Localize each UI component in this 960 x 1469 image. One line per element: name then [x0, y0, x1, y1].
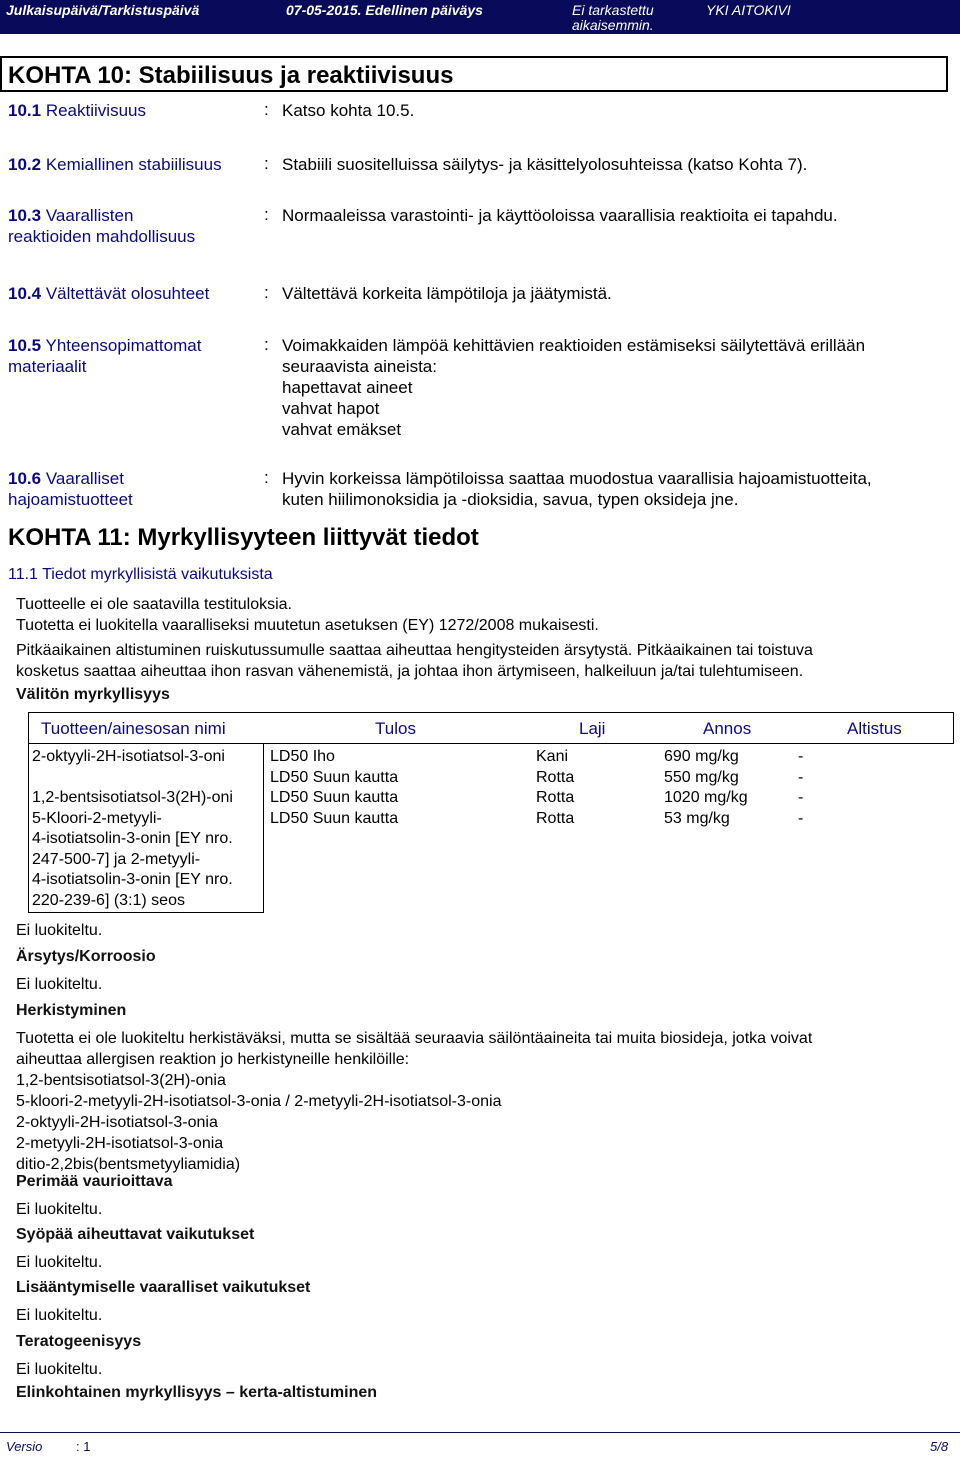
long-term-text: Pitkäaikainen altistuminen ruiskutussumulle saattaa aiheuttaa hengitysteiden ärsytystä. Pitkäaikainen tai toistuva kosketus saattaa aiheuttaa ihon rasvan vähenemistä, ja johtaa ihon ärtymiseen, halkeiluun ja/tai tulehtumiseen. [16, 642, 813, 680]
item-label: 10.2 Kemiallinen stabiilisuus [8, 155, 222, 174]
item-label: 10.3 Vaarallisten reaktioiden mahdollisuus [8, 206, 196, 246]
version-value: : 1 [76, 1439, 91, 1454]
item-label: 10.4 Vältettävät olosuhteet [8, 284, 210, 303]
teratogenicity-heading: Teratogeenisyys [16, 1333, 142, 1350]
not-classified-reproductive: Ei luokiteltu. [16, 1307, 103, 1324]
col-dose: Annos [703, 719, 752, 738]
item-value: Stabiili suositelluissa säilytys- ja käsittelyolosuhteissa (katso Kohta 7). [282, 155, 808, 174]
carcinogenicity-heading: Syöpää aiheuttavat vaikutukset [16, 1226, 255, 1243]
toxicity-table-header [28, 712, 954, 744]
table-exposures: - - - - [798, 748, 804, 827]
item-label: 10.6 Vaaralliset hajoamistuotteet [8, 469, 133, 509]
sensitization-heading: Herkistyminen [16, 1002, 127, 1019]
table-divider [263, 744, 264, 912]
page-number: 5/8 [930, 1439, 949, 1454]
col-species: Laji [579, 719, 606, 738]
review-status-line2: aikaisemmin. [572, 17, 654, 33]
table-border-left [28, 744, 29, 912]
not-classified-mutagenicity: Ei luokiteltu. [16, 1201, 103, 1218]
table-row-names: 2-oktyyli-2H-isotiatsol-3-oni 1,2-bentsisotiatsol-3(2H)-oni 5-Kloori-2-metyyli- 4-isotiatsolin-3-onin [EY nro. 247-500-7] ja 2-metyyli- 4-isotiatsolin-3-onin [EY nro. 220-239-6] (3:1) seos [32, 748, 233, 909]
item-value: Hyvin korkeissa lämpötiloissa saattaa muodostua vaarallisia hajoamistuotteita, kuten hiilimonoksidia ja -dioksidia, savua, typen oksideja jne. [282, 469, 872, 509]
subsection-11-1: 11.1 Tiedot myrkyllisistä vaikutuksista [8, 566, 273, 583]
intro-text: Tuotteelle ei ole saatavilla testituloksia. Tuotetta ei luokitella vaaralliseksi muutetun asetuksen (EY) 1272/2008 mukaisesti. [16, 596, 599, 634]
item-value: Voimakkaiden lämpöä kehittävien reaktioiden estämiseksi säilytettävä erillään seuraavista aineista: hapettavat aineet vahvat hapot vahvat emäkset [282, 336, 866, 439]
date-value: 07-05-2015. Edellinen päiväys [286, 2, 483, 18]
table-doses: 690 mg/kg 550 mg/kg 1020 mg/kg 53 mg/kg [664, 748, 748, 827]
not-classified-teratogenicity: Ei luokiteltu. [16, 1361, 103, 1378]
table-species: Kani Rotta Rotta Rotta [536, 748, 575, 827]
not-classified-irritation: Ei luokiteltu. [16, 976, 103, 993]
item-value: Vältettävä korkeita lämpötiloja ja jäätymistä. [282, 284, 612, 303]
not-classified-carcinogenicity: Ei luokiteltu. [16, 1254, 103, 1271]
section-10-title: KOHTA 10: Stabiilisuus ja reaktiivisuus [0, 56, 948, 92]
date-label: Julkaisupäivä/Tarkistuspäivä [6, 2, 200, 18]
item-label: 10.1 Reaktiivisuus [8, 101, 146, 120]
version-label: Versio [6, 1439, 43, 1454]
acute-toxicity-heading: Välitön myrkyllisyys [16, 686, 170, 703]
sensitization-text: Tuotetta ei ole luokiteltu herkistäväksi, mutta se sisältää seuraavia säilöntäaineita tai muita biosideja, jotka voivat aiheuttaa allergisen reaktion jo herkistyneille henkilöille: 1,2-bentsisotiatsol-3(2H)-onia 5-kloori-2-metyyli-2H-isotiatsol-3-onia / 2-metyyli-2H-isotiatsol-3-onia 2-oktyyli-2H-isotiatsol-3-onia 2-metyyli-2H-isotiatsol-3-onia ditio-2,2bis(bentsmetyyliamidia) [16, 1030, 813, 1173]
stot-single-heading: Elinkohtainen myrkyllisyys – kerta-altistuminen [16, 1384, 378, 1401]
reproductive-heading: Lisääntymiselle vaaralliset vaikutukset [16, 1279, 311, 1296]
col-exposure: Altistus [847, 719, 902, 738]
col-name: Tuotteen/ainesosan nimi [41, 719, 226, 738]
item-value: Normaaleissa varastointi- ja käyttöoloissa vaarallisia reaktioita ei tapahdu. [282, 206, 838, 225]
section-11-title: KOHTA 11: Myrkyllisyyteen liittyvät tiedot [8, 524, 479, 551]
item-value: Katso kohta 10.5. [282, 101, 415, 120]
review-status-line1: Ei tarkastettu [572, 2, 654, 18]
issuer: YKI AITOKIVI [706, 2, 791, 18]
col-result: Tulos [375, 719, 416, 738]
mutagenicity-heading: Perimää vaurioittava [16, 1173, 173, 1190]
document-header [0, 0, 960, 34]
table-results: LD50 Iho LD50 Suun kautta LD50 Suun kautta LD50 Suun kautta [270, 748, 399, 827]
irritation-heading: Ärsytys/Korroosio [16, 948, 156, 965]
item-label: 10.5 Yhteensopimattomat materiaalit [8, 336, 202, 376]
page-footer [0, 1432, 960, 1461]
not-classified-acute: Ei luokiteltu. [16, 922, 103, 939]
table-border-bottom [28, 912, 264, 913]
